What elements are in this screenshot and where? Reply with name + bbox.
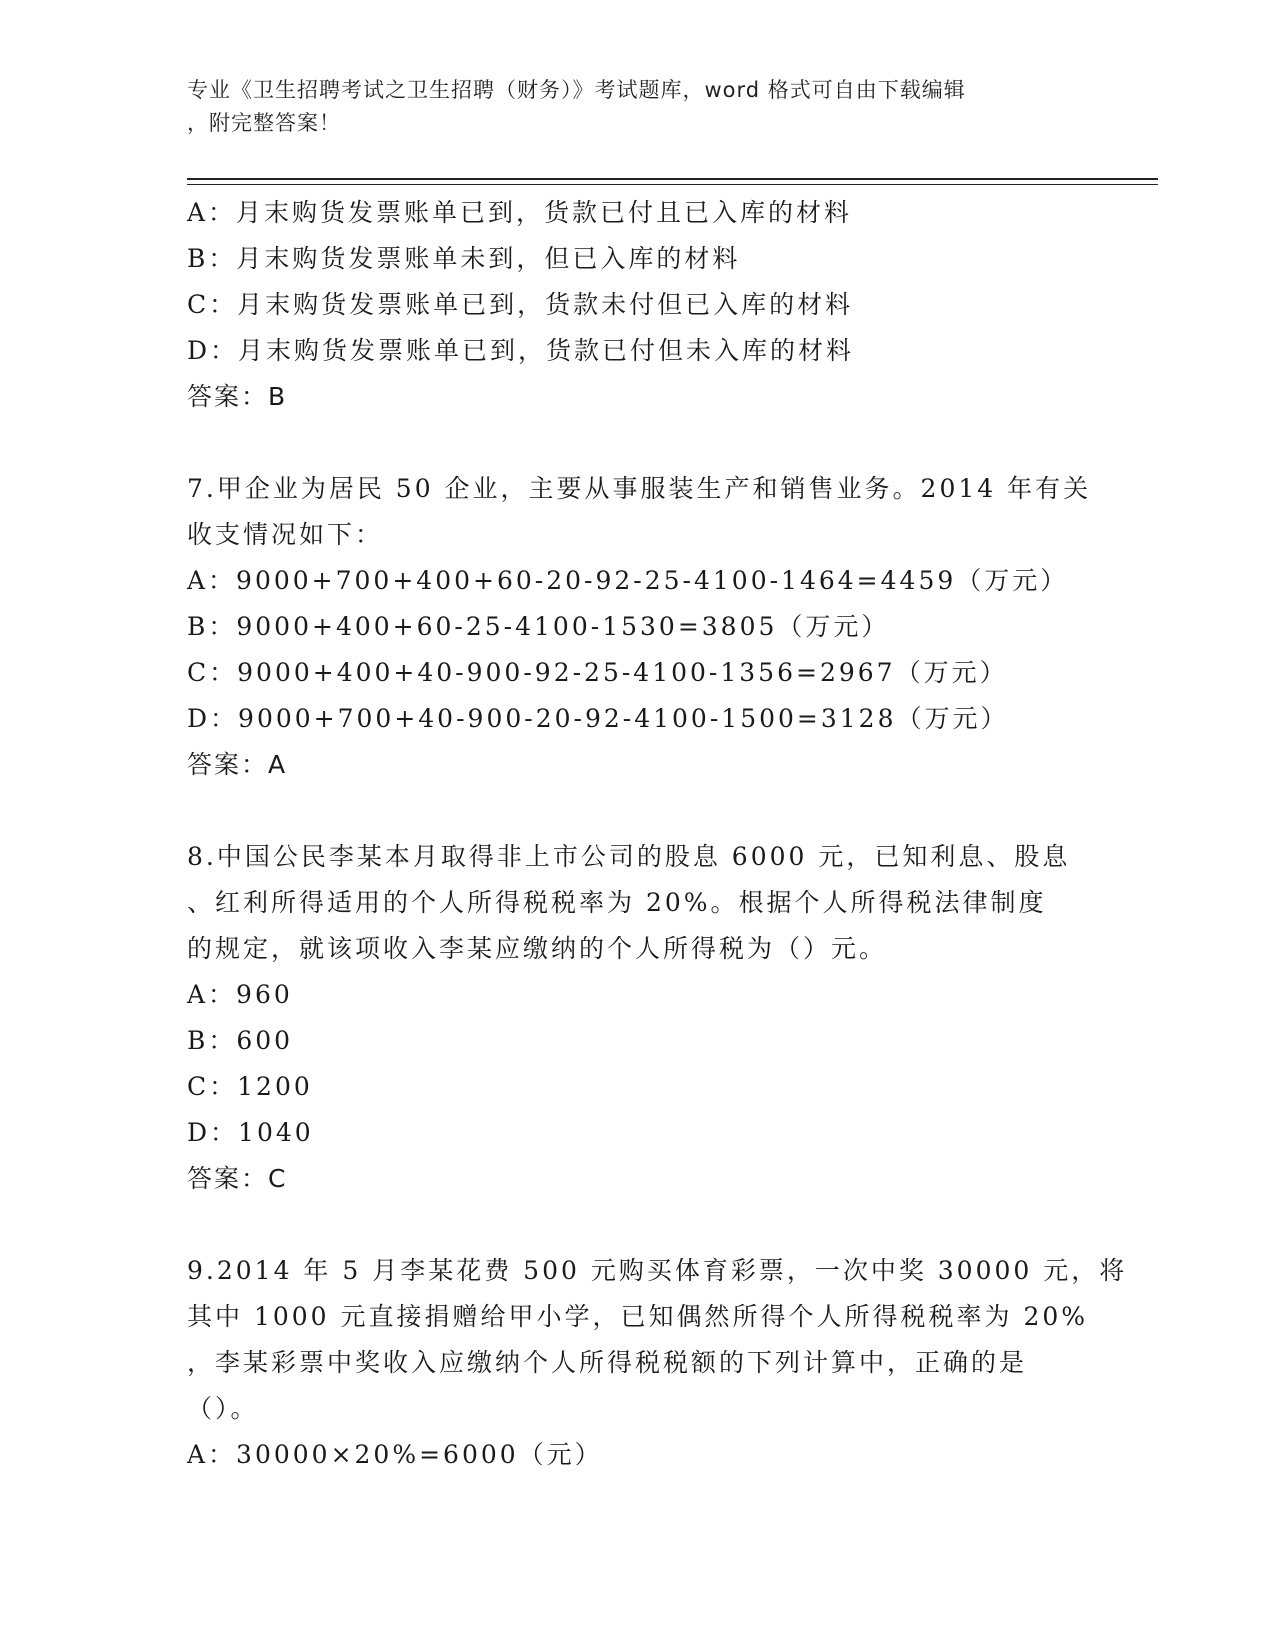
q8-stem-line-1: 8.中国公民李某本月取得非上市公司的股息 6000 元，已知利息、股息 — [187, 842, 1071, 871]
q6-option-d: D：月末购货发票账单已到，货款已付但未入库的材料 — [187, 336, 855, 365]
spacer — [187, 420, 1087, 466]
header-line-2: ，附完整答案！ — [187, 111, 341, 135]
q8-answer: 答案：C — [187, 1164, 288, 1193]
q7-option-c: C：9000+400+40-900-92-25-4100-1356=2967（万元） — [187, 658, 1008, 687]
q9-stem-line-2: 其中 1000 元直接捐赠给甲小学，已知偶然所得个人所得税税率为 20% — [187, 1302, 1089, 1331]
q9-stem-line-4: （）。 — [187, 1394, 259, 1423]
q7-answer: 答案：A — [187, 750, 288, 779]
header-rule-thin — [187, 184, 1158, 185]
spacer — [187, 1202, 1087, 1248]
document-header — [187, 74, 1077, 140]
q8-option-b: B：600 — [187, 1026, 294, 1055]
q6-option-a: A：月末购货发票账单已到，货款已付且已入库的材料 — [187, 198, 853, 227]
header-rule-thick — [187, 178, 1158, 180]
q6-option-c: C：月末购货发票账单已到，货款未付但已入库的材料 — [187, 290, 854, 319]
q8-option-d: D：1040 — [187, 1118, 314, 1147]
spacer — [187, 788, 1087, 834]
question-9 — [187, 1248, 1128, 1478]
q7-stem-line-1: 7.甲企业为居民 50 企业，主要从事服装生产和销售业务。2014 年有关 — [187, 474, 1092, 503]
q7-option-a: A：9000+700+400+60-20-92-25-4100-1464=4459（万元） — [187, 566, 1069, 595]
question-7 — [187, 466, 1092, 788]
question-6 — [187, 190, 1087, 420]
q9-option-a: A：30000×20%=6000（元） — [187, 1440, 603, 1469]
q8-stem-line-2: 、红利所得适用的个人所得税税率为 20%。根据个人所得税法律制度 — [187, 888, 1047, 917]
document-body — [187, 190, 1128, 1478]
header-line-1: 专业《卫生招聘考试之卫生招聘（财务）》考试题库，word 格式可自由下载编辑 — [187, 78, 966, 102]
q8-stem-line-3: 的规定，就该项收入李某应缴纳的个人所得税为（）元。 — [187, 934, 888, 963]
q6-option-b: B：月末购货发票账单未到，但已入库的材料 — [187, 244, 741, 273]
q8-option-a: A：960 — [187, 980, 293, 1009]
question-8 — [187, 834, 1087, 1202]
q8-option-c: C：1200 — [187, 1072, 313, 1101]
q9-stem-line-1: 9.2014 年 5 月李某花费 500 元购买体育彩票，一次中奖 30000 元，将 — [187, 1256, 1128, 1285]
q7-stem-line-2: 收支情况如下： — [187, 520, 384, 549]
q7-option-d: D：9000+700+40-900-20-92-4100-1500=3128（万元） — [187, 704, 1009, 733]
q7-option-b: B：9000+400+60-25-4100-1530=3805（万元） — [187, 612, 890, 641]
q9-stem-line-3: ，李某彩票中奖收入应缴纳个人所得税税额的下列计算中，正确的是 — [187, 1348, 1028, 1377]
q6-answer: 答案：B — [187, 382, 288, 411]
